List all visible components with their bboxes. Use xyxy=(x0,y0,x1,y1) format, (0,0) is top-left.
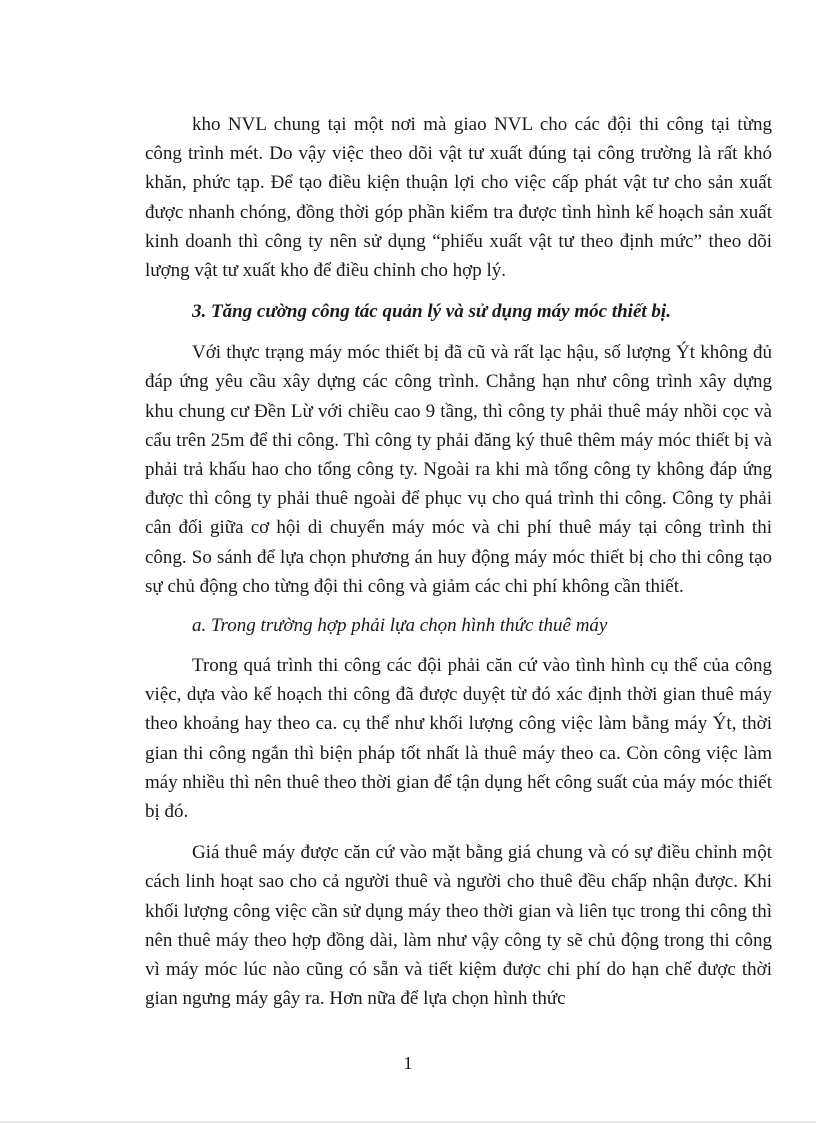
paragraph-gap xyxy=(145,826,772,838)
paragraph-rental-price: Giá thuê máy được căn cứ vào mặt bằng giá chung và có sự điều chỉnh một cách linh hoạt sao cho cả người thuê và người cho thuê đều chấp nhận được. Khi khối lượng công việc cần sử dụng máy theo thời gian và liên tục trong thi công thì nên thuê máy theo hợp đồng dài, làm như vậy công ty sẽ chủ động trong thi công vì máy móc lúc nào cũng có sẵn và tiết kiệm được chi phí do hạn chế được thời gian ngưng máy gây ra. Hơn nữa để lựa chọn hình thức xyxy=(145,842,772,1010)
paragraph-rental-process: Trong quá trình thi công các đội phải căn cứ vào tình hình cụ thể của công việc, dựa vào kế hoạch thi công đã được duyệt từ đó xác định thời gian thuê máy theo khoảng hay theo ca. cụ thể như khối lượng công việc làm bằng máy Ýt, thời gian thi công ngắn thì biện pháp tốt nhất là thuê máy theo ca. Còn công việc làm máy nhiều thì nên thuê theo thời gian để tận dụng hết công suất của máy móc thiết bị đó. xyxy=(145,655,772,823)
subsection-heading: a. Trong trường hợp phải lựa chọn hình thức thuê máy xyxy=(192,615,608,637)
section-heading: 3. Tăng cường công tác quản lý và sử dụng máy móc thiết bị. xyxy=(192,301,671,323)
body-text xyxy=(145,110,772,1013)
page-number: 1 xyxy=(403,1053,413,1073)
paragraph-material-supply: kho NVL chung tại một nơi mà giao NVL cho các đội thi công tại từng công trình mét. Do vậy việc theo dõi vật tư xuất đúng tại công trường là rất khó khăn, phức tạp. Để tạo điều kiện thuận lợi cho việc cấp phát vật tư cho sản xuất được nhanh chóng, đồng thời góp phần kiểm tra được tình hình kế hoạch sản xuất kinh doanh thì công ty nên sử dụng “phiếu xuất vật tư theo định mức” theo dõi lượng vật tư xuất kho để điều chỉnh cho hợp lý. xyxy=(145,114,772,282)
paragraph-machinery-status: Với thực trạng máy móc thiết bị đã cũ và rất lạc hậu, số lượng Ýt không đủ đáp ứng yêu cầu xây dựng các công trình. Chẳng hạn như công trình xây dựng khu chung cư Đền Lừ với chiều cao 9 tầng, thì công ty phải thuê máy nhồi cọc và cẩu trên 25m để thi công. Thì công ty phải đăng ký thuê thêm máy móc thiết bị và phải trả khấu hao cho tổng công ty. Ngoài ra khi mà tổng công ty không đáp ứng được thì công ty phải thuê ngoài để phục vụ cho quá trình thi công. Công ty phải cân đối giữa cơ hội di chuyển máy móc và chi phí thuê máy tại công trình thi công. So sánh để lựa chọn phương án huy động máy móc thiết bị cho thi công tạo sự chủ động cho từng đội thi công và giảm các chi phí không cần thiết. xyxy=(145,342,772,597)
